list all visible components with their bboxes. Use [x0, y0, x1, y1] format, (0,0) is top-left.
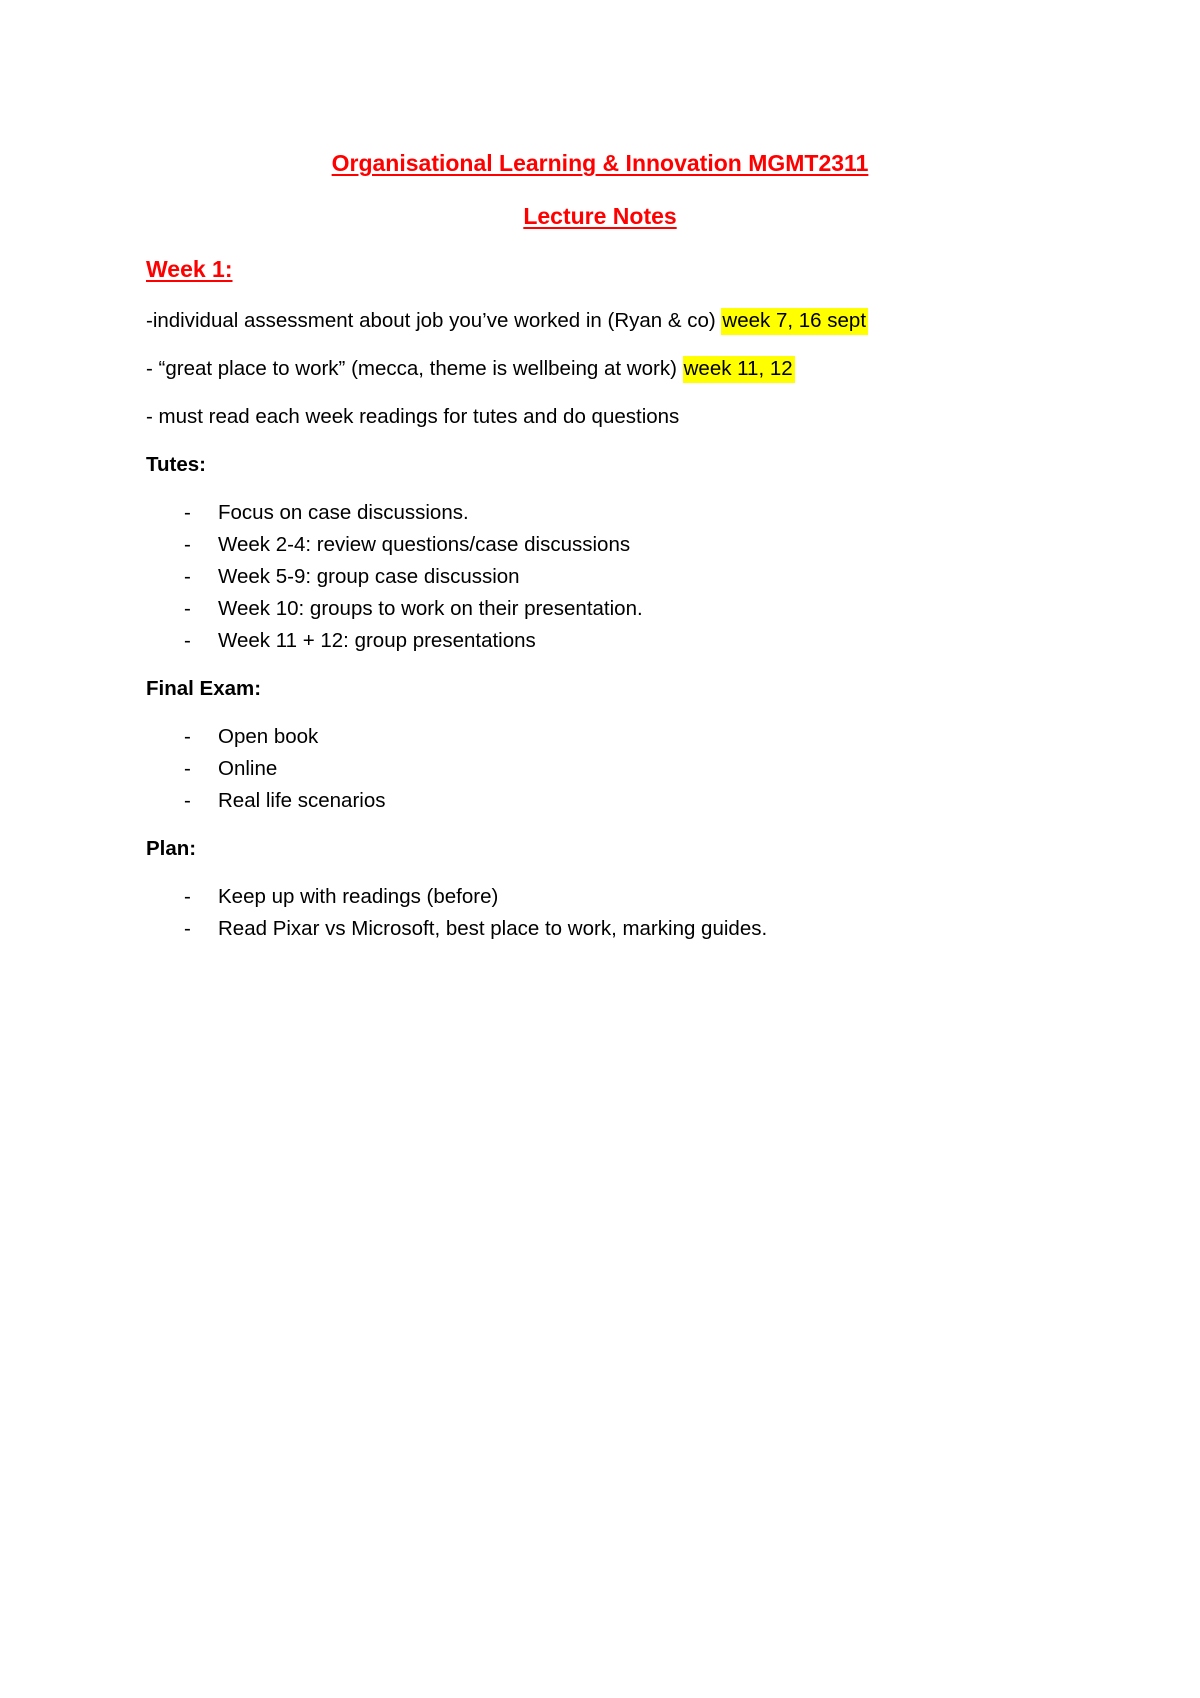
assessment-line-2	[146, 357, 795, 381]
document-title: Organisational Learning & Innovation MGMT2311	[331, 150, 869, 176]
bullet-dash: -	[184, 885, 191, 908]
assessment-line-2-highlight: week 11, 12	[683, 356, 795, 383]
list-item-text: Week 5-9: group case discussion	[218, 565, 520, 588]
list-item-text: Week 2-4: review questions/case discussions	[218, 533, 631, 556]
tutes-heading: Tutes:	[146, 453, 206, 476]
list-item-text: Keep up with readings (before)	[218, 885, 499, 908]
bullet-dash: -	[184, 501, 191, 524]
bullet-dash: -	[184, 629, 191, 652]
document-subtitle: Lecture Notes	[523, 203, 677, 229]
bullet-dash: -	[184, 725, 191, 748]
assessment-line-1-highlight: week 7, 16 sept	[721, 308, 868, 335]
list-item-text: Real life scenarios	[218, 789, 386, 812]
bullet-dash: -	[184, 917, 191, 940]
week-1-heading: Week 1:	[146, 256, 233, 282]
list-item-text: Open book	[218, 725, 319, 748]
bullet-dash: -	[184, 597, 191, 620]
final-exam-heading: Final Exam:	[146, 677, 262, 700]
assessment-line-2-text: - “great place to work” (mecca, theme is wellbeing at work)	[146, 357, 683, 380]
bullet-dash: -	[184, 757, 191, 780]
bullet-dash: -	[184, 533, 191, 556]
list-item-text: Focus on case discussions.	[218, 501, 469, 524]
list-item-text: Week 10: groups to work on their presentation.	[218, 597, 643, 620]
list-item-text: Online	[218, 757, 278, 780]
plan-heading: Plan:	[146, 837, 197, 860]
assessment-line-1	[146, 309, 868, 333]
list-item-text: Week 11 + 12: group presentations	[218, 629, 536, 652]
bullet-dash: -	[184, 789, 191, 812]
readings-line	[146, 405, 679, 429]
bullet-dash: -	[184, 565, 191, 588]
assessment-line-1-text: -individual assessment about job you’ve worked in (Ryan & co)	[146, 309, 722, 332]
list-item-text: Read Pixar vs Microsoft, best place to work, marking guides.	[218, 917, 768, 940]
readings-line-text: - must read each week readings for tutes and do questions	[146, 405, 680, 428]
